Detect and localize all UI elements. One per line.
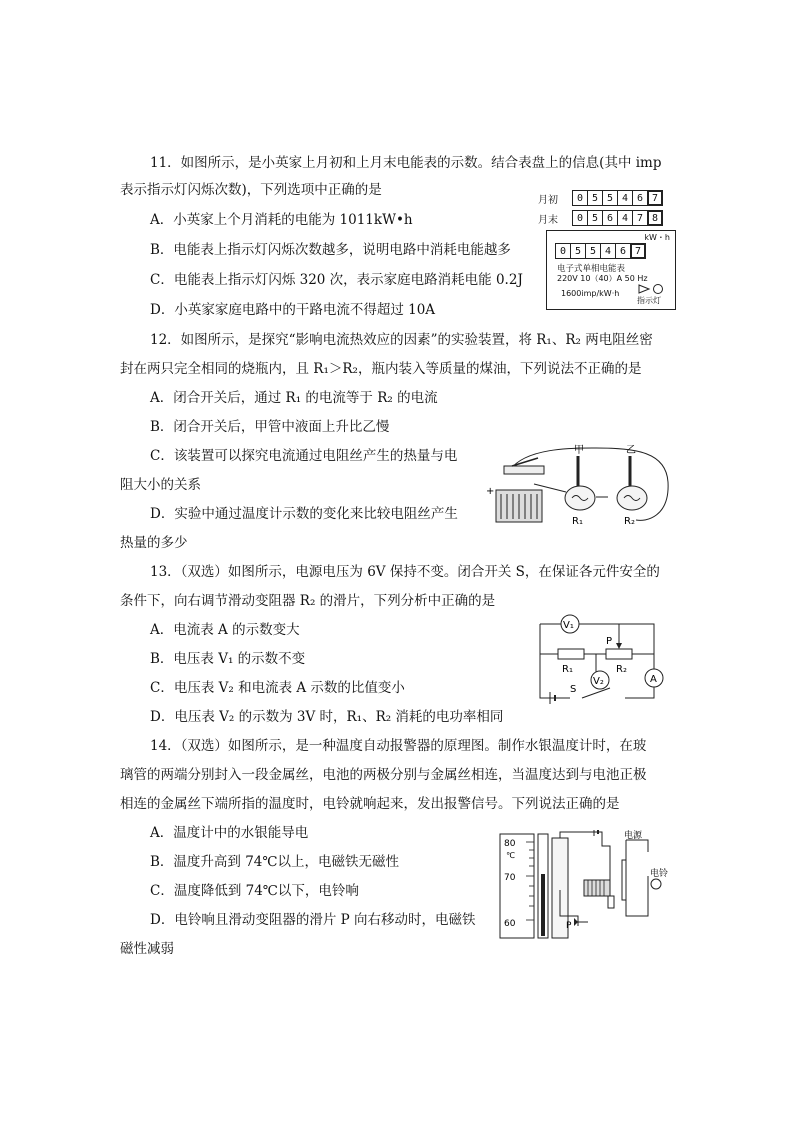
scale-60-label: 60: [504, 919, 516, 929]
meter-start-digit: 5: [602, 190, 618, 206]
bell-label: 电铃: [650, 869, 669, 879]
rheostat-r2-label: R₂: [616, 664, 627, 675]
q14-option-b: B．温度升高到 74℃以上，电磁铁无磁性: [150, 854, 399, 870]
meter-type-text: 电子式单相电能表: [557, 264, 626, 274]
switch-s-label: S: [570, 684, 577, 695]
meter-end-digit: 0: [572, 210, 588, 226]
meter-panel-digit: 4: [600, 243, 616, 259]
q14-option-a: A．温度计中的水银能导电: [150, 825, 309, 841]
q12-stem-line1: 12．如图所示，是探究“影响电流热效应的因素”的实验装置，将 R₁、R₂ 两电阻丝密: [150, 332, 653, 348]
resistor-r1: [558, 649, 584, 659]
q13-option-b: B．电压表 V₁ 的示数不变: [150, 651, 306, 667]
flask-jia-label: 甲: [574, 445, 584, 456]
meter-end-digit: 4: [617, 210, 633, 226]
meter-end-digit: 7: [632, 210, 648, 226]
scale-degree-label: ℃: [506, 851, 515, 860]
q14-stem-line1: 14．（双选）如图所示，是一种温度自动报警器的原理图。制作水银温度计时，在玻: [150, 738, 647, 754]
slider-p-label: P: [606, 636, 613, 647]
scale-70-label: 70: [504, 873, 516, 883]
ammeter-a-label: A: [650, 674, 657, 685]
q14-option-c: C．温度降低到 74℃以下，电铃响: [150, 883, 359, 899]
voltmeter-v1-label: V₁: [563, 620, 574, 631]
battery-plus-label: +: [486, 486, 495, 497]
meter-end-digit: 5: [587, 210, 603, 226]
meter-rating-text: 220V 10（40）A 50 Hz: [557, 274, 648, 283]
q13-stem-line2: 条件下，向右调节滑动变阻器 R₂ 的滑片，下列分析中正确的是: [120, 593, 496, 609]
q12-stem-line2: 封在两只完全相同的烧瓶内，且 R₁＞R₂，瓶内装入等质量的煤油，下列说法不正确的是: [120, 361, 642, 377]
q14-stem-line3: 相连的金属丝下端所指的温度时，电铃就响起来，发出报警信号。下列说法正确的是: [120, 796, 620, 812]
meter-end-row: [538, 210, 663, 226]
rheostat-r2: [606, 649, 632, 659]
q13-option-a: A．电流表 A 的示数变大: [150, 622, 300, 638]
q12-option-d-line1: D．实验中通过温度计示数的变化来比较电阻丝产生: [150, 506, 458, 522]
meter-end-digit: 6: [602, 210, 618, 226]
q13-option-c: C．电压表 V₂ 和电流表 A 示数的比值变小: [150, 680, 405, 696]
meter-end-label: 月末: [538, 214, 558, 226]
meter-panel-digit: 5: [570, 243, 586, 259]
q11-option-d: D．小英家家庭电路中的干路电流不得超过 10A: [150, 302, 436, 318]
q12-circuit-figure: [486, 442, 672, 528]
q13-option-d: D．电压表 V₂ 的示数为 3V 时，R₁、R₂ 消耗的电功率相同: [150, 709, 504, 725]
flask-yi-label: 乙: [626, 445, 636, 456]
meter-panel-digit: 0: [555, 243, 571, 259]
q14-stem-line2: 璃管的两端分别封入一段金属丝，电池的两极分别与金属丝相连，当温度达到与电池正极: [120, 767, 647, 783]
slider-p-label: P: [566, 921, 572, 931]
q11-option-b: B．电能表上指示灯闪烁次数越多，说明电路中消耗电能越多: [150, 242, 511, 258]
resistor-r1-label: R₁: [562, 664, 573, 675]
q11-stem-line2: 表示指示灯闪烁次数)，下列选项中正确的是: [120, 182, 382, 198]
q14-option-d-line1: D．电铃响且滑动变阻器的滑片 P 向右移动时，电磁铁: [150, 912, 476, 928]
bell-icon: [651, 879, 661, 889]
power-label: 电源: [624, 831, 643, 841]
meter-start-digit: 0: [572, 190, 588, 206]
meter-start-digit: 4: [617, 190, 633, 206]
q12-option-c-line1: C．该装置可以探究电流通过电阻丝产生的热量与电: [150, 448, 458, 464]
flask-jia-resistor-label: R₁: [572, 516, 583, 527]
meter-start-digit: 5: [587, 190, 603, 206]
indicator-light-icon: [637, 283, 667, 295]
q11-meter-figure: [538, 190, 678, 310]
meter-imp-text: 1600imp/kW·h: [561, 289, 620, 298]
meter-panel-digit: 6: [615, 243, 631, 259]
meter-start-digit: 7: [647, 190, 663, 206]
meter-start-digit: 6: [632, 190, 648, 206]
q11-option-c: C．电能表上指示灯闪烁 320 次，表示家庭电路消耗电能 0.2J: [150, 272, 523, 288]
scale-80-label: 80: [504, 839, 516, 849]
q11-stem-line1: 11．如图所示，是小英家上月初和上月末电能表的示数。结合表盘上的信息(其中 imp: [150, 155, 662, 171]
voltmeter-v2-label: V₂: [593, 676, 604, 687]
meter-start-label: 月初: [538, 194, 558, 206]
q12-option-a: A．闭合开关后，通过 R₁ 的电流等于 R₂ 的电流: [150, 390, 438, 406]
flask-yi-resistor-label: R₂: [624, 516, 635, 527]
meter-unit: kW・h: [644, 233, 670, 242]
q11-option-a: A．小英家上个月消耗的电能为 1011kW•h: [150, 212, 413, 228]
q12-option-b: B．闭合开关后，甲管中液面上升比乙慢: [150, 419, 390, 435]
q14-alarm-figure: [498, 830, 674, 942]
q14-option-d-line2: 磁性减弱: [120, 941, 174, 957]
meter-panel: [546, 230, 676, 310]
switch: [504, 466, 544, 474]
meter-end-digit: 8: [647, 210, 663, 226]
q13-stem-line1: 13．（双选）如图所示，电源电压为 6V 保持不变。闭合开关 S，在保证各元件安全的: [150, 564, 660, 580]
meter-panel-digit: 5: [585, 243, 601, 259]
q12-option-c-line2: 阻大小的关系: [120, 477, 201, 493]
meter-panel-digit: 7: [630, 243, 646, 259]
q13-circuit-figure: [530, 610, 670, 704]
meter-start-row: [538, 190, 663, 206]
meter-panel-row: [555, 243, 646, 259]
meter-indicator-label: 指示灯: [637, 296, 661, 305]
q12-option-d-line2: 热量的多少: [120, 535, 188, 551]
